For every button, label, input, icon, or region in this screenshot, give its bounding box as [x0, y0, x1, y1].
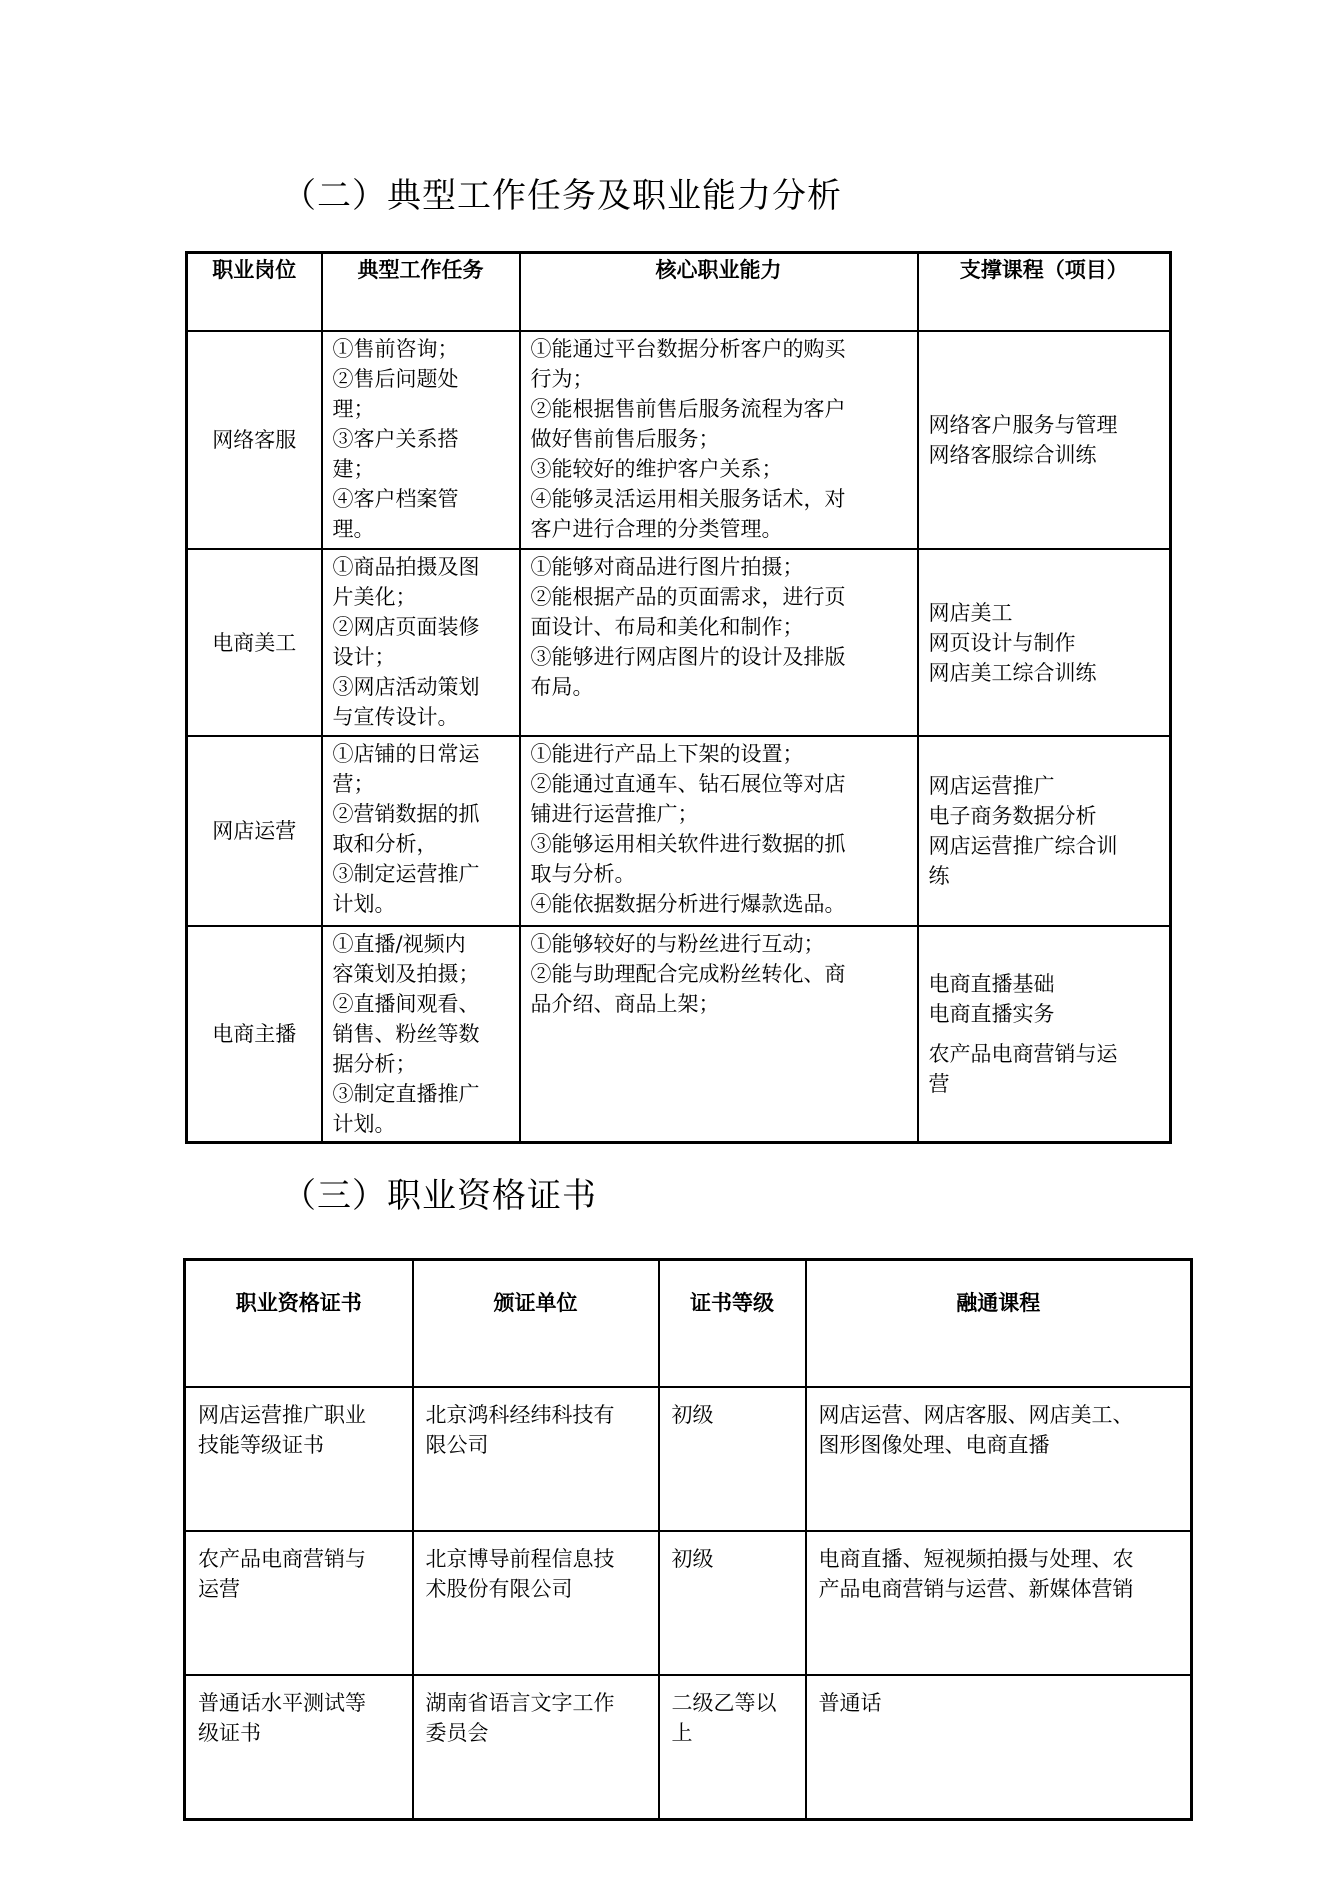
- cell-line: 做好售前售后服务；: [530, 427, 720, 451]
- column-header: 职业岗位: [187, 253, 322, 332]
- cell-line: 网店运营推广综合训: [928, 834, 1118, 858]
- cell-line: 普通话水平测试等: [198, 1691, 366, 1715]
- table-row: [185, 1387, 1192, 1531]
- issuer-cell: [413, 1675, 659, 1820]
- certificate-cell: [185, 1387, 413, 1531]
- cell-line: 取与分析。: [530, 862, 636, 886]
- cell-line: ②能通过直通车、钻石展位等对店: [530, 772, 846, 796]
- abilities-cell: [520, 549, 918, 736]
- courses-cell: [918, 736, 1171, 926]
- position-cell: 网店运营: [187, 736, 322, 926]
- table-row: [187, 926, 1171, 1143]
- cell-line: 产品电商营销与运营、新媒体营销: [818, 1577, 1134, 1601]
- tasks-cell: [322, 926, 520, 1143]
- cell-line: 与宣传设计。: [332, 705, 459, 729]
- column-header: 融通课程: [806, 1260, 1192, 1388]
- cell-line: 据分析；: [332, 1052, 417, 1076]
- table-row: [185, 1675, 1192, 1820]
- cell-line: 设计；: [332, 645, 396, 669]
- cell-line: 术股份有限公司: [425, 1577, 573, 1601]
- cell-line: 销售、粉丝等数: [332, 1022, 480, 1046]
- table-header-row: [187, 253, 1171, 332]
- cell-line: ④能够灵活运用相关服务话术，对: [530, 487, 846, 511]
- column-header: 支撑课程（项目）: [918, 253, 1171, 332]
- courses-cell: [918, 549, 1171, 736]
- table-row: [187, 549, 1171, 736]
- abilities-cell: [520, 736, 918, 926]
- cell-line: 初级: [671, 1403, 714, 1427]
- position-cell: 网络客服: [187, 331, 322, 549]
- cell-line: ②能根据售前售后服务流程为客户: [530, 397, 846, 421]
- section-title-typical-tasks: （二）典型工作任务及职业能力分析: [282, 176, 842, 216]
- tasks-cell: [322, 549, 520, 736]
- abilities-cell: [520, 926, 918, 1143]
- cell-line: 北京鸿科经纬科技有: [425, 1403, 615, 1427]
- cell-line: ②网店页面装修: [332, 615, 480, 639]
- cell-line: 网店运营推广: [928, 774, 1055, 798]
- cell-line: 运营: [198, 1577, 240, 1601]
- cell-line: ①能进行产品上下架的设置；: [530, 742, 804, 766]
- level-cell: [659, 1387, 806, 1531]
- cell-line: 电子商务数据分析: [928, 804, 1097, 828]
- certificates-table: [183, 1258, 1193, 1821]
- table-row: [187, 331, 1171, 549]
- cell-line: 电商直播实务: [928, 1002, 1055, 1026]
- level-cell: [659, 1675, 806, 1820]
- courses-cell: [806, 1387, 1192, 1531]
- cell-line: ③客户关系搭: [332, 427, 459, 451]
- cell-line: 铺进行运营推广；: [530, 802, 699, 826]
- cell-line: ③能够进行网店图片的设计及排版: [530, 645, 846, 669]
- cell-line: ①售前咨询；: [332, 337, 459, 361]
- cell-line: ②营销数据的抓: [332, 802, 480, 826]
- cell-line: 普通话: [818, 1691, 882, 1715]
- courses-cell: [806, 1675, 1192, 1820]
- table-header-row: [185, 1260, 1192, 1388]
- cell-line: 网店运营、网店客服、网店美工、: [818, 1403, 1134, 1427]
- cell-line: ①能通过平台数据分析客户的购买: [530, 337, 846, 361]
- table-row: [185, 1531, 1192, 1675]
- cell-line: 面设计、布局和美化和制作；: [530, 615, 804, 639]
- cell-line: ②直播间观看、: [332, 992, 480, 1016]
- cell-line: 网络客服综合训练: [928, 443, 1097, 467]
- cell-line: ④客户档案管: [332, 487, 459, 511]
- column-header: 核心职业能力: [520, 253, 918, 332]
- table-row: [187, 736, 1171, 926]
- cell-line: 网络客户服务与管理: [928, 413, 1118, 437]
- cell-line: 品介绍、商品上架；: [530, 992, 720, 1016]
- cell-line: 建；: [332, 457, 375, 481]
- cell-line: 网店运营推广职业: [198, 1403, 366, 1427]
- cell-line: ①能够对商品进行图片拍摄；: [530, 555, 804, 579]
- cell-line: 片美化；: [332, 585, 417, 609]
- cell-line: ④能依据数据分析进行爆款选品。: [530, 892, 846, 916]
- cell-line: ①店铺的日常运: [332, 742, 480, 766]
- cell-line: ①商品拍摄及图: [332, 555, 480, 579]
- column-header: 证书等级: [659, 1260, 806, 1388]
- cell-line: 取和分析，: [332, 832, 438, 856]
- cell-line: ③能够运用相关软件进行数据的抓: [530, 832, 846, 856]
- cell-line: 理。: [332, 517, 375, 541]
- cell-line: ③能较好的维护客户关系；: [530, 457, 783, 481]
- certificate-cell: [185, 1675, 413, 1820]
- cell-line: 农产品电商营销与: [198, 1547, 366, 1571]
- cell-line: 二级乙等以: [671, 1691, 777, 1715]
- cell-line: 委员会: [425, 1721, 489, 1745]
- cell-line: ②售后问题处: [332, 367, 459, 391]
- position-cell: 电商美工: [187, 549, 322, 736]
- tasks-cell: [322, 331, 520, 549]
- column-header: 典型工作任务: [322, 253, 520, 332]
- cell-line: 技能等级证书: [198, 1433, 324, 1457]
- level-cell: [659, 1531, 806, 1675]
- abilities-cell: [520, 331, 918, 549]
- column-header: 职业资格证书: [185, 1260, 413, 1388]
- cell-line: 图形图像处理、电商直播: [818, 1433, 1050, 1457]
- cell-line: 级证书: [198, 1721, 261, 1745]
- cell-line: 行为；: [530, 367, 594, 391]
- cell-line: 容策划及拍摄；: [332, 962, 480, 986]
- cell-line: 北京博导前程信息技: [425, 1547, 615, 1571]
- cell-line: ③制定直播推广: [332, 1082, 480, 1106]
- cell-line: ①能够较好的与粉丝进行互动；: [530, 932, 825, 956]
- cell-line: 电商直播基础: [928, 972, 1055, 996]
- cell-line: ①直播/视频内: [332, 932, 466, 956]
- position-cell: 电商主播: [187, 926, 322, 1143]
- cell-line: 限公司: [425, 1433, 489, 1457]
- cell-line: 客户进行合理的分类管理。: [530, 517, 783, 541]
- courses-cell: [806, 1531, 1192, 1675]
- column-header: 颁证单位: [413, 1260, 659, 1388]
- typical-tasks-table: [185, 251, 1172, 1144]
- cell-line: 网店美工: [928, 600, 1013, 625]
- cell-line: 网页设计与制作: [928, 630, 1076, 655]
- cell-line: 网店美工综合训练: [928, 660, 1097, 685]
- tasks-cell: [322, 736, 520, 926]
- cell-line: ③网店活动策划: [332, 675, 480, 699]
- cell-line: ③制定运营推广: [332, 862, 480, 886]
- cell-line: ②能与助理配合完成粉丝转化、商: [530, 962, 846, 986]
- cell-line: 初级: [671, 1547, 714, 1571]
- courses-cell: [918, 331, 1171, 549]
- cell-line: 计划。: [332, 892, 396, 916]
- cell-line: 练: [928, 864, 950, 888]
- cell-line: 营: [928, 1072, 950, 1096]
- cell-line: 上: [671, 1721, 693, 1745]
- cell-line: 计划。: [332, 1112, 396, 1136]
- cell-line: ②能根据产品的页面需求，进行页: [530, 585, 846, 609]
- cell-line: 理；: [332, 397, 375, 421]
- cell-line: 湖南省语言文字工作: [425, 1691, 615, 1715]
- issuer-cell: [413, 1531, 659, 1675]
- courses-cell: [918, 926, 1171, 1143]
- issuer-cell: [413, 1387, 659, 1531]
- certificate-cell: [185, 1531, 413, 1675]
- cell-line: 布局。: [530, 675, 594, 699]
- cell-line: 营；: [332, 772, 375, 796]
- cell-line: 农产品电商营销与运: [928, 1042, 1118, 1066]
- line-gap: [929, 1029, 1160, 1039]
- section-title-certificates: （三）职业资格证书: [282, 1176, 597, 1216]
- cell-line: 电商直播、短视频拍摄与处理、农: [818, 1547, 1134, 1571]
